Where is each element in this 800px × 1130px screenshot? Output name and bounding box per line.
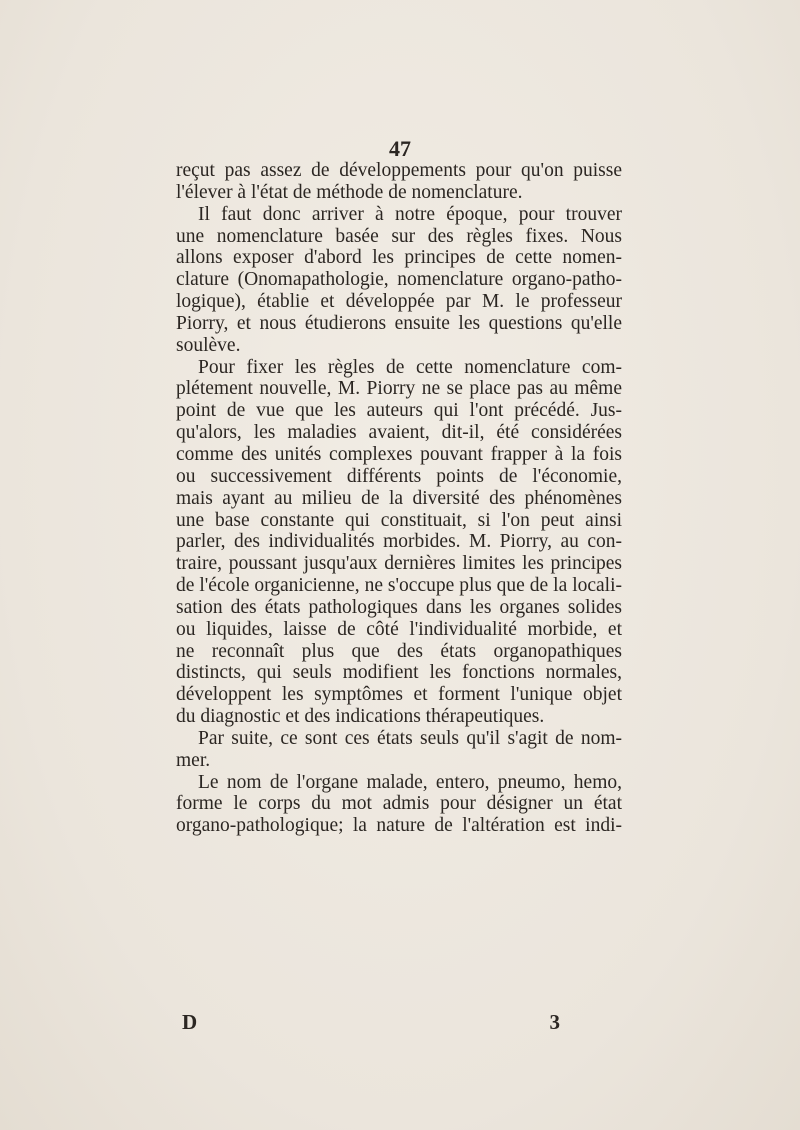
text-line: parler, des individualités morbides. M. Piorry, au con- <box>176 531 622 553</box>
text-line: ne reconnaît plus que des états organopathiques <box>176 640 622 662</box>
text-line: allons exposer d'abord les principes de cette nomen- <box>176 247 622 269</box>
text-line: organo-pathologique; la nature de l'altération est indi- <box>176 815 622 837</box>
page-number: 47 <box>389 136 411 161</box>
text-line: ou liquides, laisse de côté l'individualité morbide, et <box>176 618 622 640</box>
text-line: qu'alors, les maladies avaient, dit-il, été considérées <box>176 422 622 444</box>
text-line: soulève. <box>176 334 241 356</box>
text-line: traire, poussant jusqu'aux dernières limites les principes <box>176 553 622 575</box>
signature-mark-left: D <box>182 1010 198 1034</box>
text-line: comme des unités complexes pouvant frapper à la fois <box>176 443 622 465</box>
text-line: logique), établie et développée par M. le professeur <box>176 291 622 313</box>
text-line: Il faut donc arriver à notre époque, pour trouver <box>198 203 622 225</box>
text-line: Par suite, ce sont ces états seuls qu'il s'agit de nom- <box>198 727 622 749</box>
text-line: clature (Onomapathologie, nomenclature organo-patho- <box>176 269 622 291</box>
text-line: ou successivement différents points de l'économie, <box>176 465 622 487</box>
text-line: distincts, qui seuls modifient les fonctions normales, <box>176 662 622 684</box>
body-text <box>176 160 622 837</box>
text-line: une base constante qui constituait, si l'on peut ainsi <box>176 509 622 531</box>
text-line: mais ayant au milieu de la diversité des phénomènes <box>176 487 622 509</box>
text-line: mer. <box>176 749 211 771</box>
text-line: Le nom de l'organe malade, entero, pneumo, hemo, <box>198 771 622 793</box>
text-line: sation des états pathologiques dans les organes solides <box>176 596 622 618</box>
text-line: du diagnostic et des indications thérapeutiques. <box>176 706 545 728</box>
text-line: forme le corps du mot admis pour désigner un état <box>176 793 622 815</box>
text-line: point de vue que les auteurs qui l'ont précédé. Jus- <box>176 400 622 422</box>
text-line: une nomenclature basée sur des règles fixes. Nous <box>176 225 622 247</box>
text-line: de l'école organicienne, ne s'occupe plus que de la locali- <box>176 575 622 597</box>
text-line: l'élever à l'état de méthode de nomenclature. <box>176 181 523 203</box>
text-line: plétement nouvelle, M. Piorry ne se place pas au même <box>176 378 622 400</box>
text-line: Pour fixer les règles de cette nomenclature com- <box>198 356 622 378</box>
signature-mark-right: 3 <box>549 1010 560 1034</box>
text-line: Piorry, et nous étudierons ensuite les questions qu'elle <box>176 312 622 334</box>
text-line: reçut pas assez de développements pour qu'on puisse <box>176 160 622 181</box>
text-line: développent les symptômes et forment l'unique objet <box>176 684 622 706</box>
